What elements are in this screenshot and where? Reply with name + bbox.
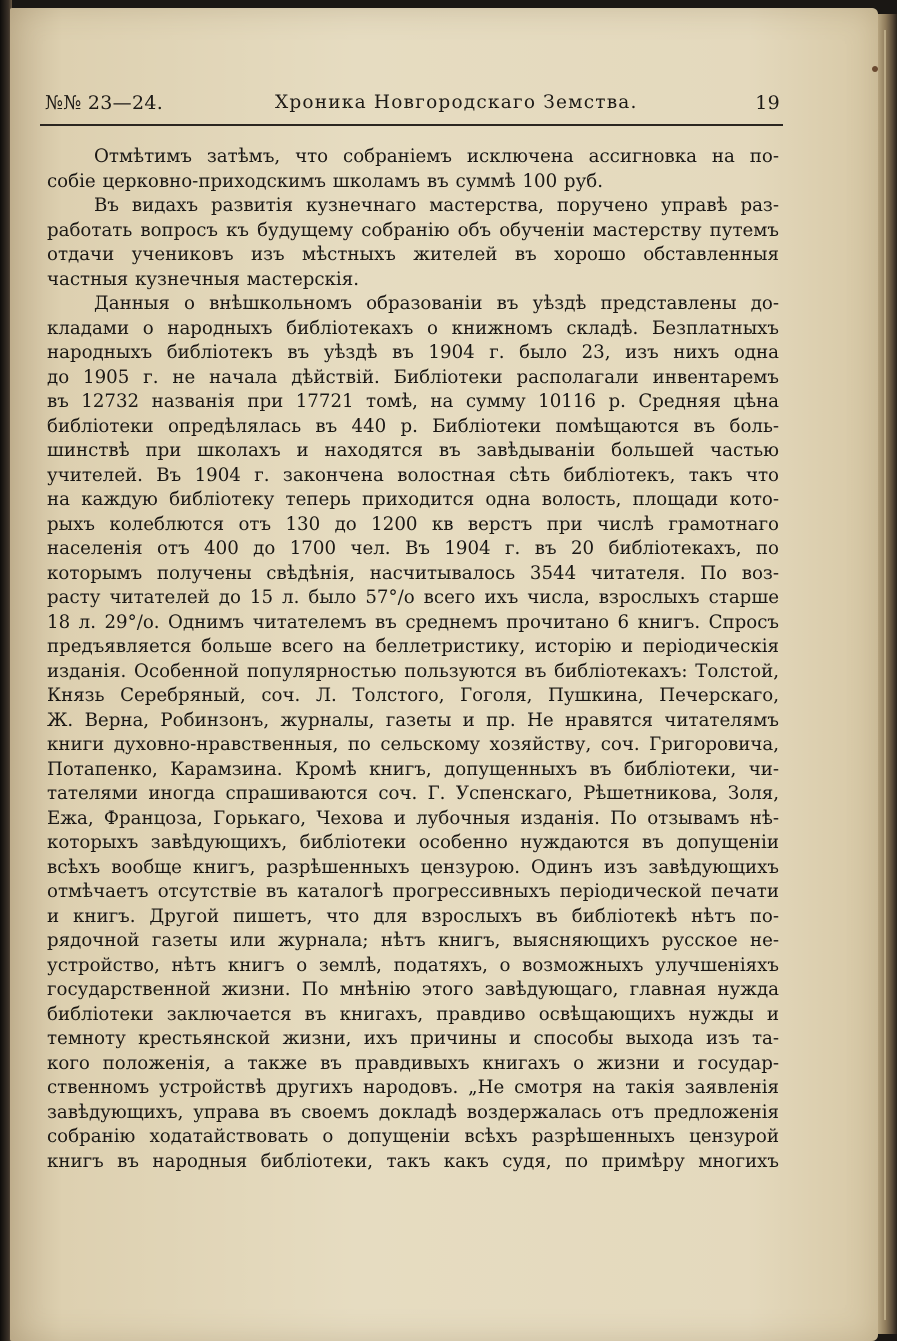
text-line: библіотеки опредѣлялась въ 440 р. Библіотеки помѣщаются въ боль-	[47, 415, 779, 437]
text-line: учителей. Въ 1904 г. закончена волостная сѣть библіотекъ, такъ что	[47, 464, 779, 486]
text-line: 18 л. 29°/о. Однимъ читателемъ въ среднемъ прочитано 6 книгъ. Спросъ	[47, 611, 779, 633]
text-line: устройство, нѣтъ книгъ о землѣ, податяхъ, о возможныхъ улучшеніяхъ	[47, 954, 779, 976]
paragraph	[47, 292, 779, 1174]
text-line: всѣхъ вообще книгъ, разрѣшенныхъ цензурою. Одинъ изъ завѣдующихъ	[47, 856, 779, 878]
text-line: до 1905 г. не начала дѣйствій. Библіотеки располагали инвентаремъ	[47, 366, 779, 388]
text-line: которымъ получены свѣдѣнія, насчитывалось 3544 читателя. По воз-	[47, 562, 779, 584]
text-line: которыхъ завѣдующихъ, библіотеки особенно нуждаются въ допущеніи	[47, 832, 779, 853]
text-line: шинствѣ при школахъ и находятся въ завѣдываніи большей частью	[47, 440, 779, 461]
issue-number: №№ 23—24.	[45, 92, 164, 114]
page-stack-edge	[878, 14, 897, 1334]
paragraph	[47, 145, 779, 194]
text-line: Ж. Верна, Робинзонъ, журналы, газеты и пр. Не нравятся читателямъ	[47, 709, 779, 731]
text-line: Потапенко, Карамзина. Кромѣ книгъ, допущенныхъ въ библіотеки, чи-	[47, 758, 779, 780]
text-line: Отмѣтимъ затѣмъ, что собраніемъ исключена ассигновка на по-	[94, 146, 779, 167]
text-line: кладами о народныхъ библіотекахъ о книжномъ складѣ. Безплатныхъ	[47, 317, 779, 339]
text-line: народныхъ библіотекъ въ уѣздѣ въ 1904 г. было 23, изъ нихъ одна	[47, 342, 779, 363]
text-line: отмѣчаетъ отсутствіе въ каталогѣ прогрессивныхъ періодической печати	[47, 881, 779, 902]
header-rule	[40, 124, 783, 126]
text-line: собіе церковно-приходскимъ школамъ въ суммѣ 100 руб.	[47, 170, 604, 192]
text-line: собранію ходатайствовать о допущеніи всѣхъ разрѣшенныхъ цензурой	[47, 1126, 779, 1147]
text-line: Въ видахъ развитія кузнечнаго мастерства, поручено управѣ раз-	[94, 195, 779, 216]
text-line: предъявляется больше всего на беллетристику, исторію и періодическія	[47, 636, 779, 657]
text-line: книгъ въ народныя библіотеки, такъ какъ судя, по примѣру многихъ	[47, 1150, 779, 1172]
paper-stain	[872, 66, 878, 72]
text-line: библіотеки заключается въ книгахъ, правдиво освѣщающихъ нужды и	[47, 1003, 779, 1025]
text-line: кого положенія, а также въ правдивыхъ книгахъ о жизни и государ-	[47, 1052, 779, 1074]
paragraph	[47, 194, 779, 292]
page-number: 19	[755, 92, 780, 114]
text-line: въ 12732 названія при 17721 томѣ, на сумму 10116 р. Средняя цѣна	[47, 391, 779, 412]
text-line: и книгъ. Другой пишетъ, что для взрослыхъ въ библіотекѣ нѣтъ по-	[47, 905, 779, 927]
journal-title: Хроника Новгородскаго Земства.	[275, 92, 638, 113]
body-text	[47, 145, 779, 1174]
text-line: государственной жизни. По мнѣнію этого завѣдующаго, главная нужда	[47, 979, 779, 1000]
text-line: тателями иногда спрашиваются соч. Г. Успенскаго, Рѣшетникова, Золя,	[47, 783, 779, 804]
text-line: Князь Серебряный, соч. Л. Толстого, Гоголя, Пушкина, Печерскаго,	[47, 685, 779, 706]
text-line: отдачи учениковъ изъ мѣстныхъ жителей въ хорошо обставленныя	[47, 244, 779, 265]
text-line: книги духовно-нравственныя, по сельскому хозяйству, соч. Григоровича,	[47, 734, 779, 755]
text-line: Данныя о внѣшкольномъ образованіи въ уѣздѣ представлены до-	[94, 293, 779, 314]
text-line: ственномъ устройствѣ другихъ народовъ. „Не смотря на такія заявленія	[47, 1077, 779, 1098]
text-line: на каждую библіотеку теперь приходится одна волость, площади кото-	[47, 489, 779, 510]
text-line: темноту крестьянской жизни, ихъ причины и способы выхода изъ та-	[47, 1028, 779, 1049]
text-line: изданія. Особенной популярностью пользуются въ библіотекахъ: Толстой,	[47, 660, 779, 682]
running-header	[45, 92, 780, 120]
text-line: Ежа, Францоза, Горькаго, Чехова и лубочныя изданія. По отзывамъ нѣ-	[47, 807, 779, 829]
text-line: завѣдующихъ, управа въ своемъ докладѣ воздержалась отъ предложенія	[47, 1101, 779, 1123]
page-edge-highlight	[884, 30, 886, 1320]
text-line: частныя кузнечныя мастерскія.	[47, 268, 359, 290]
text-line: рядочной газеты или журнала; нѣтъ книгъ, выясняющихъ русское не-	[47, 930, 779, 951]
text-line: расту читателей до 15 л. было 57°/о всего ихъ числа, взрослыхъ старше	[47, 587, 779, 608]
text-line: рыхъ колеблются отъ 130 до 1200 кв верстъ при числѣ грамотнаго	[47, 513, 779, 535]
text-line: населенія отъ 400 до 1700 чел. Въ 1904 г. въ 20 библіотекахъ, по	[47, 538, 779, 559]
text-line: работать вопросъ къ будущему собранію объ обученіи мастерству путемъ	[47, 219, 779, 241]
